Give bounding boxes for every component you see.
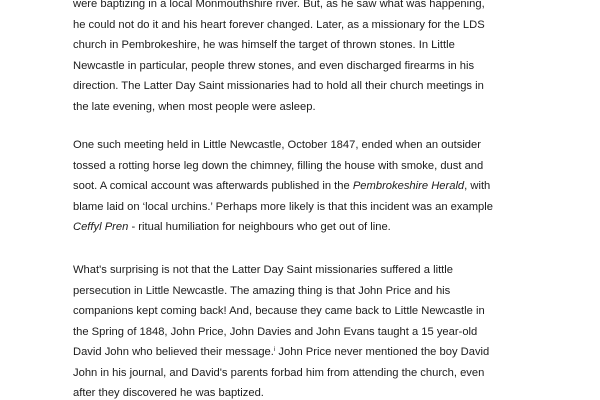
text-line: Newcastle in particular, people threw stones, and even discharged firearms in his <box>73 59 475 72</box>
text-line: tossed a rotting horse leg down the chimney, filling the house with smoke, dust and <box>73 159 484 172</box>
paragraph-surprising <box>73 260 543 400</box>
text-run: soot. A comical account was afterwards published in the <box>73 180 353 192</box>
text-line <box>73 342 543 363</box>
text-line: he could not do it and his heart forever changed. Later, as a missionary for the LDS <box>73 18 485 31</box>
footnote-marker[interactable]: i <box>273 346 276 353</box>
text-line: were baptizing in a local Monmouthshire river. But, as he saw what was happening, <box>73 0 485 10</box>
text-run: - ritual humiliation for neighbours who get out of line. <box>128 221 391 233</box>
text-line <box>73 176 543 197</box>
paragraph-persecution <box>73 0 543 117</box>
text-line: church in Pembrokeshire, he was himself the target of thrown stones. In Little <box>73 39 455 51</box>
text-line: John in his journal, and David's parents forbad him from attending the church, even <box>73 366 485 379</box>
text-line <box>73 217 543 238</box>
text-line: direction. The Latter Day Saint missionaries had to hold all their church meetings in <box>73 80 484 92</box>
text-run: John Price never mentioned the boy David <box>275 346 490 358</box>
text-line: after they discovered he was baptized. <box>73 387 264 399</box>
text-line: the Spring of 1848, John Price, John Davies and John Evans taught a 15 year-old <box>73 325 478 338</box>
text-line: companions kept coming back! And, because they came back to Little Newcastle in <box>73 305 485 317</box>
text-line: What's surprising is not that the Latter Day Saint missionaries suffered a little <box>73 264 453 276</box>
text-line: blame laid on ‘local urchins.’ Perhaps more likely is that this incident was an example <box>73 200 493 213</box>
text-line: One such meeting held in Little Newcastle, October 1847, ended when an outsider <box>73 139 481 151</box>
text-run: , with <box>464 180 491 192</box>
text-run: David John who believed their message. <box>73 346 274 358</box>
term-ceffyl-pren: Ceffyl Pren <box>73 221 129 233</box>
newspaper-title: Pembrokeshire Herald <box>352 180 465 192</box>
paragraph-meeting-1847 <box>73 135 543 238</box>
text-line: persecution in Little Newcastle. The amazing thing is that John Price and his <box>73 284 451 297</box>
text-line: the late evening, when most people were asleep. <box>73 100 316 113</box>
